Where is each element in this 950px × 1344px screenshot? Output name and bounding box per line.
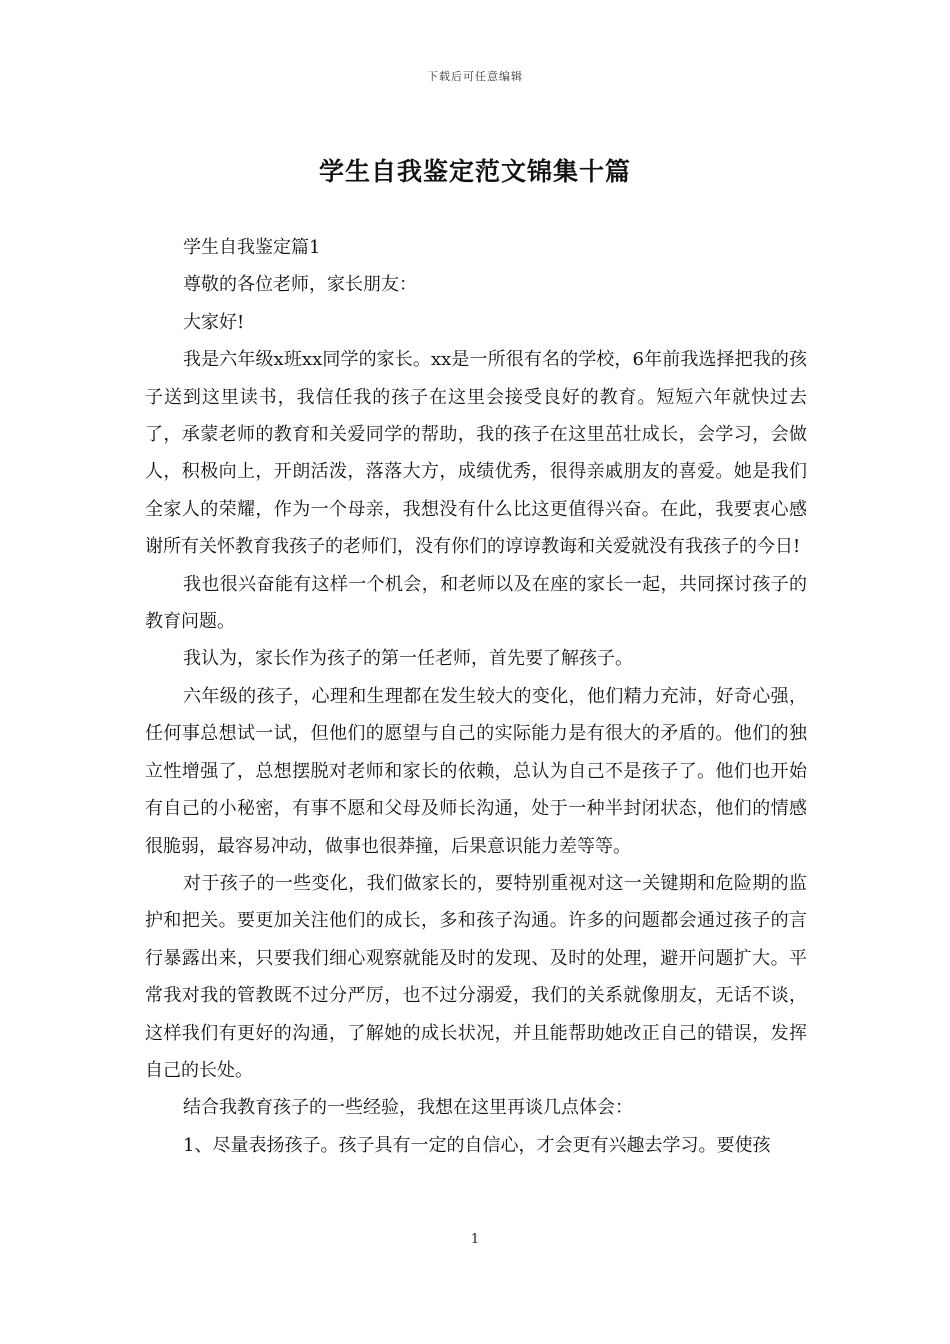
body-paragraph: 对于孩子的一些变化，我们做家长的，要特别重视对这一关键期和危险期的监护和把关。要更加关注他们的成长，多和孩子沟通。许多的问题都会通过孩子的言行暴露出来，只要我们细心观察就能及时的发现、及时的处理，避开问题扩大。平常我对我的管教既不过分严厉，也不过分溺爱，我们的关系就像朋友，无话不谈，这样我们有更好的沟通，了解她的成长状况，并且能帮助她改正自己的错误，发挥自己的长处。 [145,872,807,1081]
page-number: 1 [470,1232,480,1247]
body-paragraph: 我是六年级x班xx同学的家长。xx是一所很有名的学校，6年前我选择把我的孩子送到这里读书，我信任我的孩子在这里会接受良好的教育。短短六年就快过去了，承蒙老师的教育和关爱同学的帮助，我的孩子在这里茁壮成长，会学习，会做人，积极向上，开朗活泼，落落大方，成绩优秀，很得亲戚朋友的喜爱。她是我们全家人的荣耀，作为一个母亲，我想没有什么比这更值得兴奋。在此，我要衷心感谢所有关怀教育我孩子的老师们，没有你们的谆谆教诲和关爱就没有我孩子的今日! [145,349,807,558]
greeting: 大家好! [183,311,245,333]
document-body [145,229,807,1164]
body-paragraph: 我认为，家长作为孩子的第一任老师，首先要了解孩子。 [183,648,633,670]
document-title: 学生自我鉴定范文锦集十篇 [318,157,631,186]
list-item: 1、尽量表扬孩子。孩子具有一定的自信心，才会更有兴趣去学习。要使孩 [183,1134,771,1156]
section-heading: 学生自我鉴定篇1 [183,237,321,258]
salutation: 尊敬的各位老师，家长朋友： [183,274,417,296]
body-paragraph: 我也很兴奋能有这样一个机会，和老师以及在座的家长一起，共同探讨孩子的教育问题。 [145,573,807,633]
body-paragraph: 结合我教育孩子的一些经验，我想在这里再谈几点体会： [183,1097,633,1119]
body-paragraph: 六年级的孩子，心理和生理都在发生较大的变化，他们精力充沛，好奇心强，任何事总想试一试，但他们的愿望与自己的实际能力是有很大的矛盾的。他们的独立性增强了，总想摆脱对老师和家长的依赖，总认为自己不是孩子了。他们也开始有自己的小秘密，有事不愿和父母及师长沟通，处于一种半封闭状态，他们的情感很脆弱，最容易冲动，做事也很莽撞，后果意识能力差等等。 [145,685,807,857]
header-note: 下载后可任意编辑 [427,70,523,83]
